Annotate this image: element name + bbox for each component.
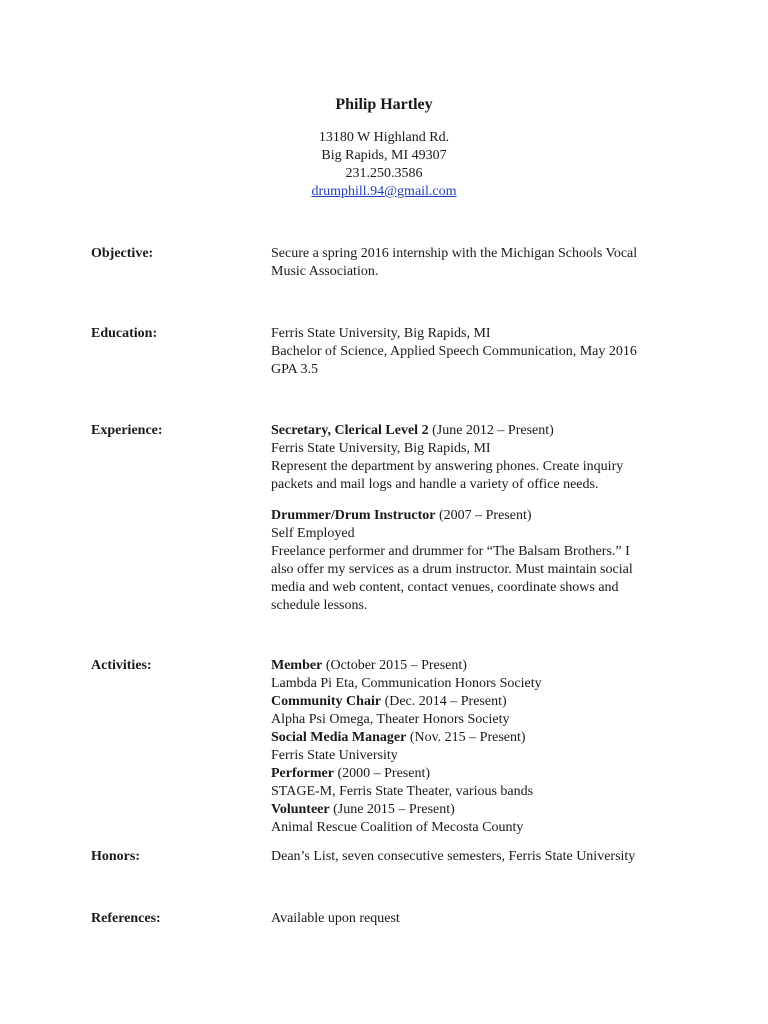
objective-line: Music Association. — [271, 264, 379, 279]
activity-role: Volunteer — [271, 802, 330, 817]
job-title: Secretary, Clerical Level 2 — [271, 423, 429, 438]
activity-role-line — [271, 693, 691, 711]
activity-dates: (Dec. 2014 – Present) — [381, 694, 507, 709]
resume-name: Philip Hartley — [335, 96, 433, 113]
job-dates: (June 2012 – Present) — [428, 423, 554, 438]
job-desc-line: packets and mail logs and handle a variety of office needs. — [271, 477, 599, 492]
references-label: References: — [91, 911, 161, 926]
honors-label: Honors: — [91, 849, 140, 864]
activities-label: Activities: — [91, 658, 152, 673]
activity-org: Alpha Psi Omega, Theater Honors Society — [271, 712, 510, 727]
activity-org: Animal Rescue Coalition of Mecosta County — [271, 820, 524, 835]
phone-number: 231.250.3586 — [345, 166, 423, 181]
activity-role-line — [271, 729, 691, 747]
address-line-2: Big Rapids, MI 49307 — [321, 148, 447, 163]
activity-role-line — [271, 657, 691, 675]
experience-label: Experience: — [91, 423, 163, 438]
experience-job-2 — [271, 507, 691, 615]
honors-text: Dean’s List, seven consecutive semesters, Ferris State University — [271, 849, 636, 864]
activity-dates: (October 2015 – Present) — [322, 658, 467, 673]
activity-role-line — [271, 801, 691, 819]
activity-dates: (2000 – Present) — [333, 766, 430, 781]
email-link[interactable]: drumphill.94@gmail.com — [311, 184, 457, 199]
activities-content — [271, 657, 691, 837]
address-line-1: 13180 W Highland Rd. — [318, 130, 450, 145]
education-label: Education: — [91, 326, 158, 341]
activity-dates: (Nov. 215 – Present) — [406, 730, 526, 745]
education-line: GPA 3.5 — [271, 362, 318, 377]
activity-role: Community Chair — [271, 694, 382, 709]
job-desc-line: Represent the department by answering phones. Create inquiry — [271, 459, 624, 474]
activity-dates: (June 2015 – Present) — [329, 802, 455, 817]
job-org: Ferris State University, Big Rapids, MI — [271, 441, 491, 456]
job-desc-line: also offer my services as a drum instructor. Must maintain social — [271, 562, 633, 577]
activity-role: Performer — [271, 766, 334, 781]
activity-org: Lambda Pi Eta, Communication Honors Society — [271, 676, 542, 691]
education-line: Bachelor of Science, Applied Speech Communication, May 2016 — [271, 344, 637, 359]
job-desc-line: Freelance performer and drummer for “The Balsam Brothers.” I — [271, 544, 630, 559]
education-content — [271, 325, 691, 379]
activity-org: STAGE-M, Ferris State Theater, various bands — [271, 784, 534, 799]
objective-line: Secure a spring 2016 internship with the Michigan Schools Vocal — [271, 246, 638, 261]
references-text: Available upon request — [271, 911, 400, 926]
honors-content — [271, 848, 691, 866]
objective-label: Objective: — [91, 246, 154, 261]
references-content — [271, 910, 691, 928]
activity-role: Member — [271, 658, 323, 673]
contact-block — [0, 129, 768, 201]
activity-role: Social Media Manager — [271, 730, 407, 745]
objective-content — [271, 245, 691, 281]
job-desc-line: media and web content, contact venues, coordinate shows and — [271, 580, 619, 595]
education-line: Ferris State University, Big Rapids, MI — [271, 326, 491, 341]
activity-role-line — [271, 765, 691, 783]
activity-org: Ferris State University — [271, 748, 398, 763]
job-org: Self Employed — [271, 526, 355, 541]
experience-job-1 — [271, 422, 691, 494]
job-title: Drummer/Drum Instructor — [271, 508, 436, 523]
job-heading — [271, 507, 691, 525]
job-desc-line: schedule lessons. — [271, 598, 368, 613]
job-heading — [271, 422, 691, 440]
job-dates: (2007 – Present) — [435, 508, 532, 523]
